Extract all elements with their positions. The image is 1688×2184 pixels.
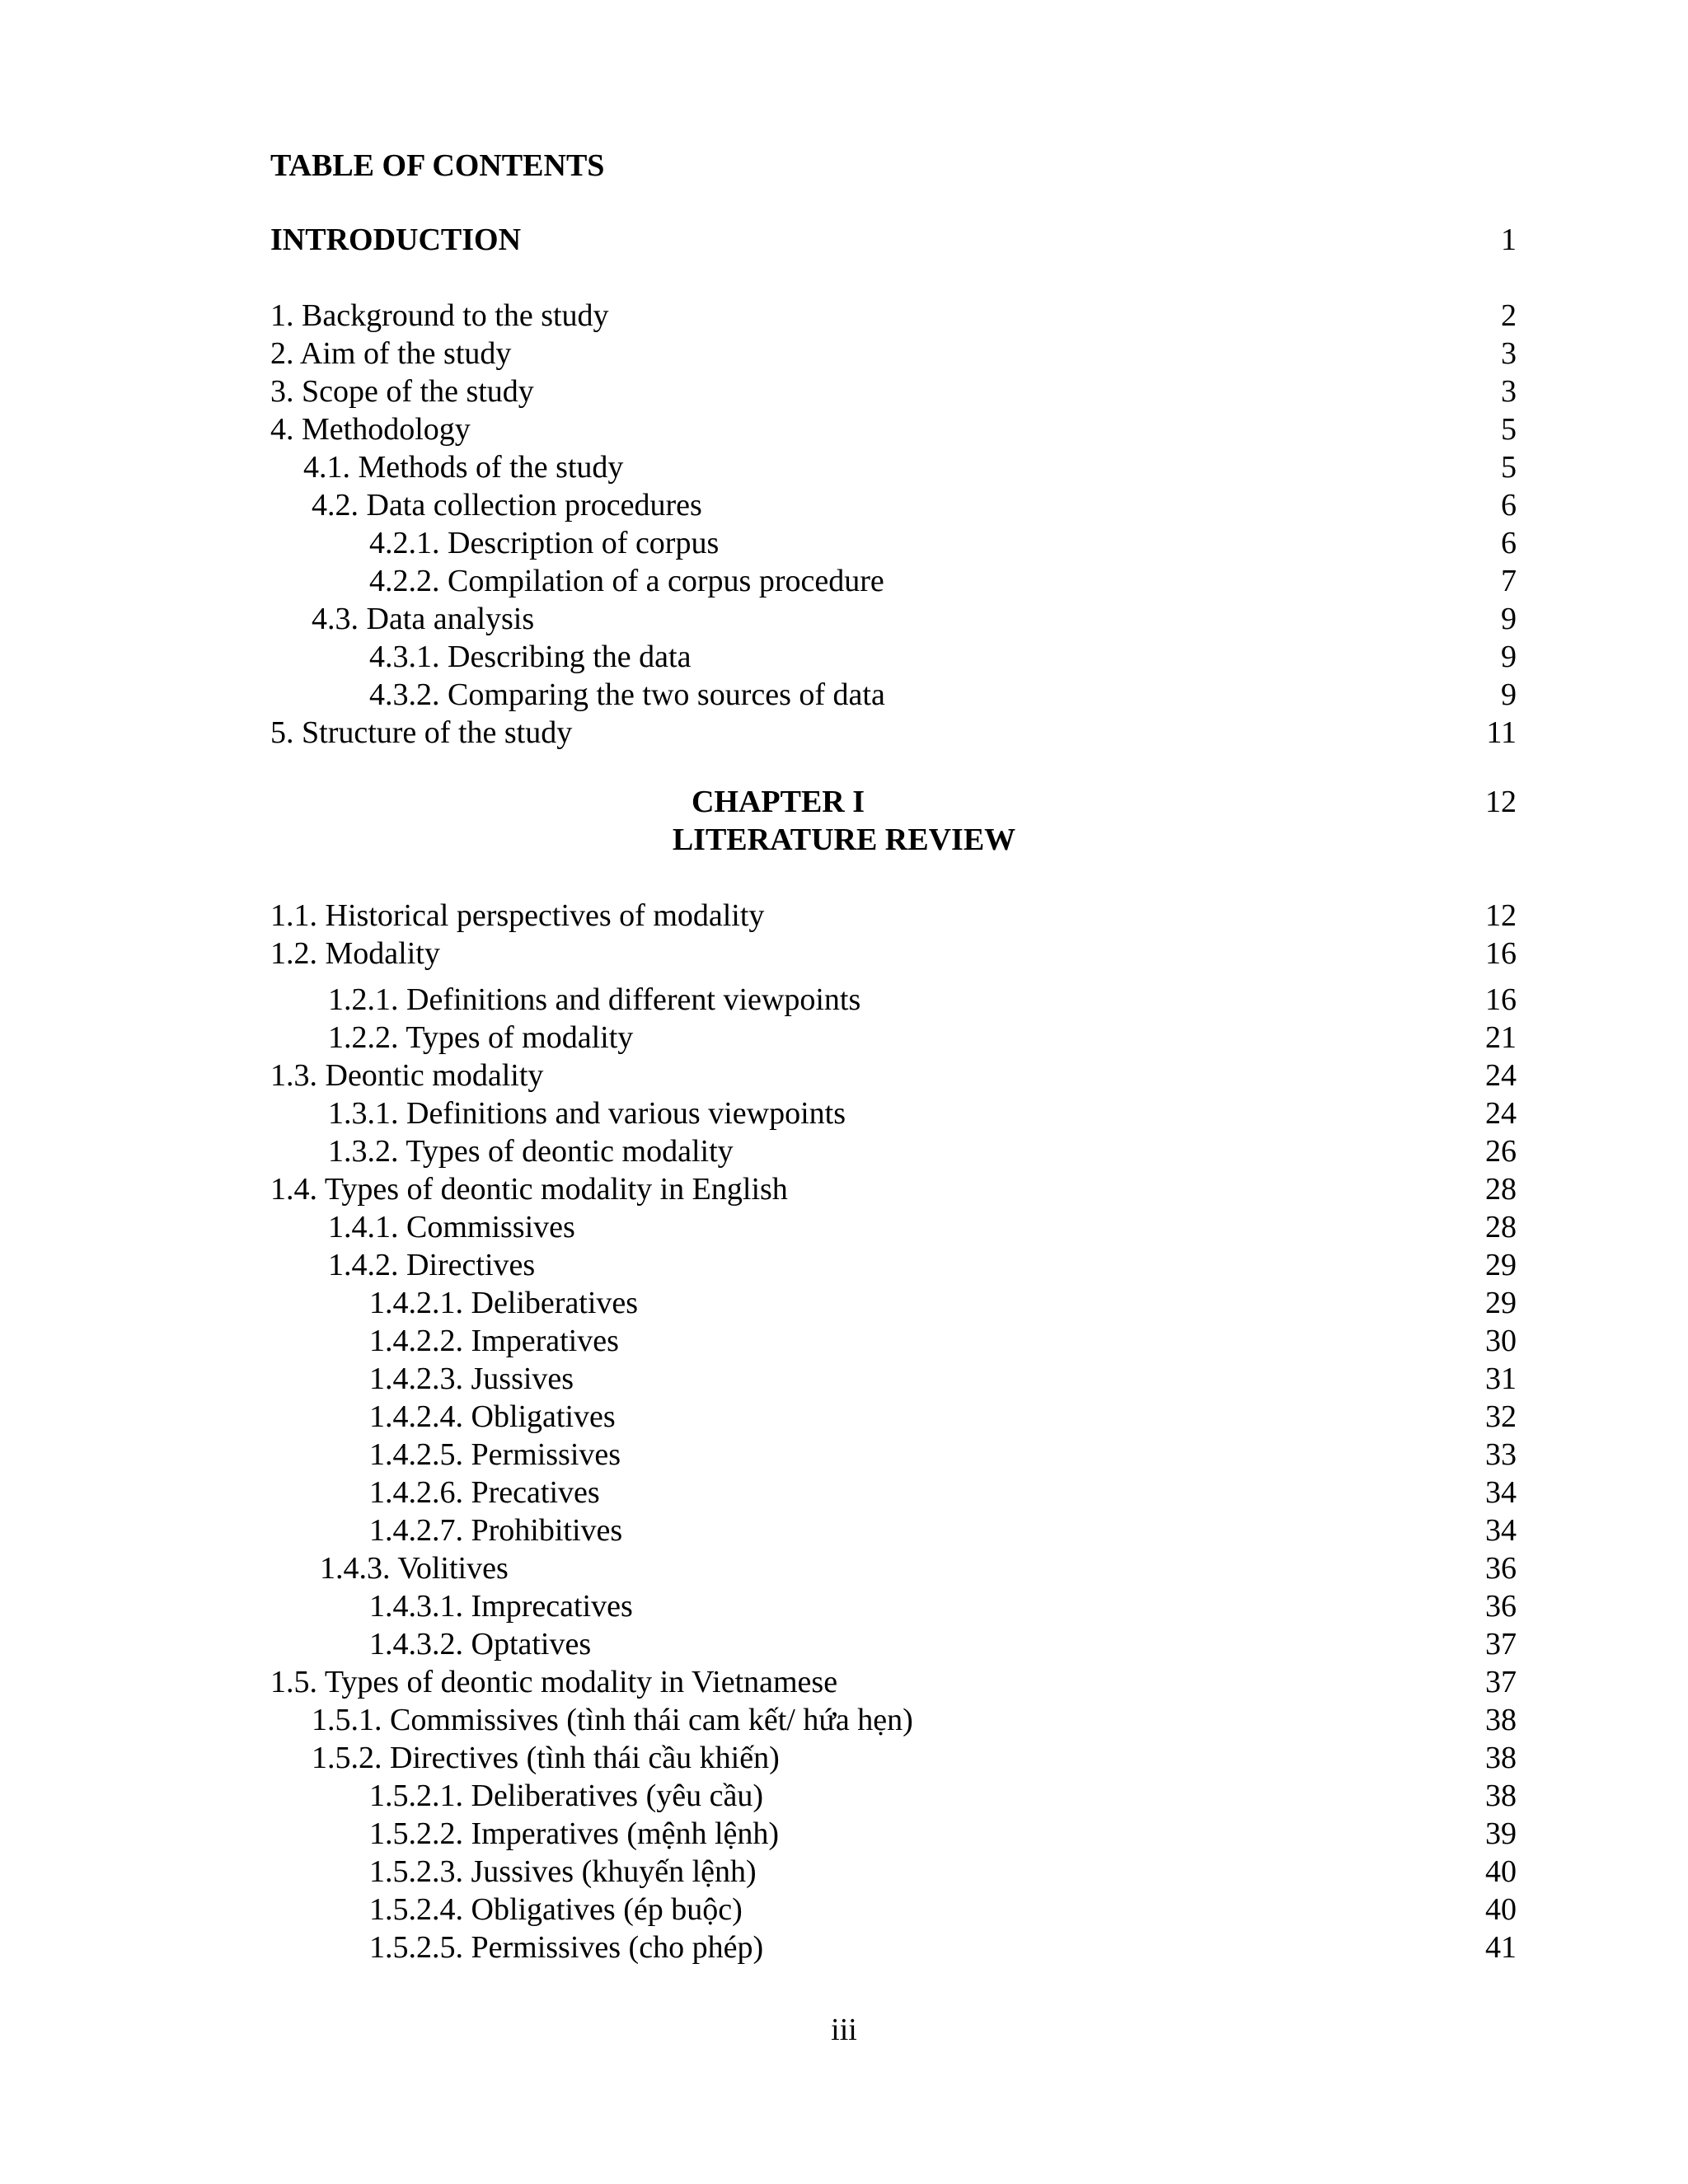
intro-entry-text: 4.2.1. Description of corpus xyxy=(369,526,720,560)
chapter-page: 12 xyxy=(1485,785,1517,819)
chapter-entry-text: 1.4.3. Volitives xyxy=(320,1551,509,1586)
chapter-entry-text: 1.4.3.2. Optatives xyxy=(369,1627,592,1661)
intro-entry-page: 9 xyxy=(1501,677,1517,712)
intro-entry-page: 9 xyxy=(1501,640,1517,674)
chapter-entry-text: 1.4.3.1. Imprecatives xyxy=(369,1589,633,1624)
chapter-entry-text: 1.5.2.1. Deliberatives (yêu cầu) xyxy=(369,1779,763,1813)
chapter-entry-page: 34 xyxy=(1485,1513,1517,1548)
chapter-title: LITERATURE REVIEW xyxy=(672,823,1016,857)
chapter-entry-page: 38 xyxy=(1485,1703,1517,1737)
chapter-entry-page: 38 xyxy=(1485,1741,1517,1775)
toc-heading: TABLE OF CONTENTS xyxy=(270,148,605,183)
intro-entry-text: 4. Methodology xyxy=(270,412,471,447)
intro-entry-text: 4.2. Data collection procedures xyxy=(312,488,702,523)
chapter-entry-page: 38 xyxy=(1485,1779,1517,1813)
chapter-entry-text: 1.2. Modality xyxy=(270,936,440,971)
chapter-entry-page: 30 xyxy=(1485,1324,1517,1358)
intro-entry-text: 4.3.1. Describing the data xyxy=(369,640,692,674)
chapter-entry-page: 32 xyxy=(1485,1399,1517,1434)
intro-entry-page: 6 xyxy=(1501,488,1517,523)
chapter-entry-page: 39 xyxy=(1485,1816,1517,1851)
chapter-entry-page: 29 xyxy=(1485,1248,1517,1282)
chapter-entry-text: 1.5.2.3. Jussives (khuyến lệnh) xyxy=(369,1854,757,1889)
chapter-entry-page: 16 xyxy=(1485,936,1517,971)
chapter-entry-page: 28 xyxy=(1485,1210,1517,1244)
chapter-entry-text: 1.4.2.3. Jussives xyxy=(369,1361,574,1396)
chapter-entry-text: 1.5.2.2. Imperatives (mệnh lệnh) xyxy=(369,1816,780,1851)
intro-entry-page: 6 xyxy=(1501,526,1517,560)
chapter-entry-text: 1.5.2.4. Obligatives (ép buộc) xyxy=(369,1892,743,1927)
intro-entry-page: 3 xyxy=(1501,374,1517,409)
chapter-entry-text: 1.3.2. Types of deontic modality xyxy=(328,1134,734,1169)
chapter-entry-text: 1.5. Types of deontic modality in Vietnamese xyxy=(270,1665,838,1699)
chapter-entry-page: 36 xyxy=(1485,1551,1517,1586)
chapter-entry-page: 37 xyxy=(1485,1627,1517,1661)
intro-entry-page: 3 xyxy=(1501,336,1517,371)
intro-entry-text: 4.3.2. Comparing the two sources of data xyxy=(369,677,885,712)
chapter-entry-text: 1.4.2.1. Deliberatives xyxy=(369,1286,639,1320)
intro-title: INTRODUCTION xyxy=(270,223,522,257)
chapter-entry-text: 1.3. Deontic modality xyxy=(270,1058,544,1093)
chapter-entry-page: 12 xyxy=(1485,898,1517,933)
chapter-number: CHAPTER I xyxy=(691,785,865,819)
chapter-entry-page: 41 xyxy=(1485,1930,1517,1965)
intro-entry-page: 11 xyxy=(1486,715,1517,750)
chapter-entry-text: 1.5.2. Directives (tình thái cầu khiến) xyxy=(312,1741,780,1775)
chapter-entry-page: 24 xyxy=(1485,1096,1517,1131)
chapter-entry-text: 1.4.2. Directives xyxy=(328,1248,536,1282)
intro-entry-page: 5 xyxy=(1501,450,1517,485)
intro-entry-text: 1. Background to the study xyxy=(270,298,609,333)
chapter-entry-page: 16 xyxy=(1485,982,1517,1017)
chapter-entry-page: 29 xyxy=(1485,1286,1517,1320)
chapter-entry-text: 1.1. Historical perspectives of modality xyxy=(270,898,765,933)
chapter-entry-page: 28 xyxy=(1485,1172,1517,1207)
intro-entry-text: 4.1. Methods of the study xyxy=(303,450,624,485)
chapter-entry-text: 1.5.2.5. Permissives (cho phép) xyxy=(369,1930,764,1965)
chapter-entry-text: 1.4.2.7. Prohibitives xyxy=(369,1513,623,1548)
chapter-entry-page: 31 xyxy=(1485,1361,1517,1396)
chapter-entry-page: 24 xyxy=(1485,1058,1517,1093)
intro-entry-text: 4.3. Data analysis xyxy=(312,602,535,636)
intro-entry-text: 4.2.2. Compilation of a corpus procedure xyxy=(369,564,884,598)
chapter-entry-page: 40 xyxy=(1485,1854,1517,1889)
chapter-entry-page: 36 xyxy=(1485,1589,1517,1624)
chapter-entry-text: 1.4.2.5. Permissives xyxy=(369,1437,621,1472)
footer-page-number: iii xyxy=(831,2013,857,2047)
chapter-entry-page: 26 xyxy=(1485,1134,1517,1169)
chapter-entry-page: 33 xyxy=(1485,1437,1517,1472)
chapter-entry-page: 21 xyxy=(1485,1020,1517,1055)
intro-entry-page: 2 xyxy=(1501,298,1517,333)
chapter-entry-text: 1.5.1. Commissives (tình thái cam kết/ hứa hẹn) xyxy=(312,1703,913,1737)
chapter-entry-page: 37 xyxy=(1485,1665,1517,1699)
intro-entry-text: 5. Structure of the study xyxy=(270,715,573,750)
intro-page: 1 xyxy=(1501,223,1517,257)
chapter-entry-text: 1.2.2. Types of modality xyxy=(328,1020,634,1055)
chapter-entry-text: 1.3.1. Definitions and various viewpoints xyxy=(328,1096,846,1131)
chapter-entry-page: 34 xyxy=(1485,1475,1517,1510)
intro-entry-text: 3. Scope of the study xyxy=(270,374,534,409)
chapter-entry-text: 1.4.1. Commissives xyxy=(328,1210,575,1244)
chapter-entry-text: 1.4. Types of deontic modality in English xyxy=(270,1172,788,1207)
chapter-entry-text: 1.4.2.6. Precatives xyxy=(369,1475,600,1510)
chapter-entry-text: 1.4.2.4. Obligatives xyxy=(369,1399,616,1434)
chapter-entry-page: 40 xyxy=(1485,1892,1517,1927)
intro-entry-page: 5 xyxy=(1501,412,1517,447)
chapter-entry-text: 1.4.2.2. Imperatives xyxy=(369,1324,619,1358)
chapter-entry-text: 1.2.1. Definitions and different viewpoints xyxy=(328,982,861,1017)
intro-entry-text: 2. Aim of the study xyxy=(270,336,512,371)
intro-entry-page: 9 xyxy=(1501,602,1517,636)
intro-entry-page: 7 xyxy=(1501,564,1517,598)
